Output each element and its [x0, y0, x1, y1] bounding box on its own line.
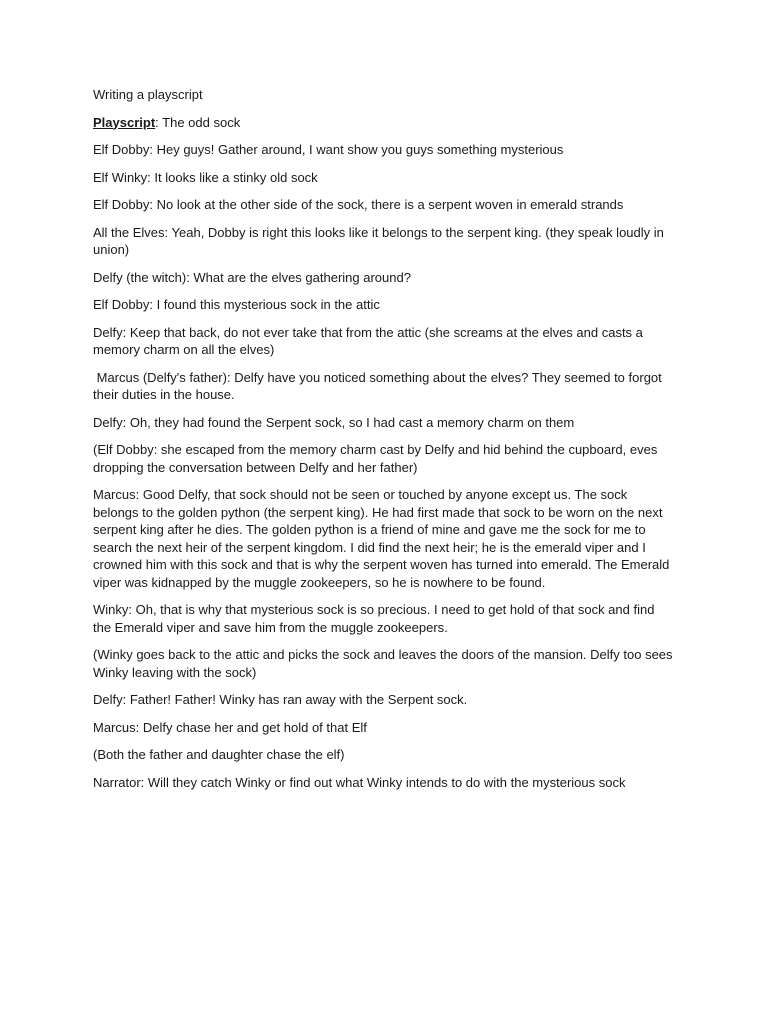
script-line: Delfy: Oh, they had found the Serpent sock, so I had cast a memory charm on them — [93, 414, 575, 430]
script-line: Elf Dobby: I found this mysterious sock in the attic — [93, 297, 380, 312]
script-line: (Elf Dobby: she escaped from the memory charm cast by Delfy and hid behind the cupboard, eves dropping the conversation between Delfy and her father) — [93, 442, 658, 475]
script-line: Marcus (Delfy's father): Delfy have you noticed something about the elves? They seemed to forgot their duties in the house. — [93, 369, 666, 402]
script-line: Delfy (the witch): What are the elves gathering around? — [93, 269, 411, 285]
document-title: Writing a playscript — [93, 87, 203, 102]
playscript-label: Playscript — [93, 114, 156, 130]
script-line: Narrator: Will they catch Winky or find out what Winky intends to do with the mysterious sock — [93, 774, 626, 790]
script-line: All the Elves: Yeah, Dobby is right this looks like it belongs to the serpent king. (they speak loudly in union) — [93, 224, 664, 257]
playscript-heading — [93, 114, 675, 132]
document-page — [93, 86, 675, 801]
script-line: (Both the father and daughter chase the elf) — [93, 747, 345, 762]
playscript-title: : The odd sock — [155, 114, 241, 130]
script-line: Delfy: Keep that back, do not ever take that from the attic (she screams at the elves and casts a memory charm on all the elves) — [93, 324, 643, 357]
script-line: Elf Dobby: No look at the other side of the sock, there is a serpent woven in emerald strands — [93, 197, 624, 212]
script-line: Marcus: Good Delfy, that sock should not be seen or touched by anyone except us. The sock belongs to the golden python (the serpent king). He had first made that sock to be worn on the next serpent king after he dies. The golden python is a friend of mine and gave me the sock for me to search the next heir of the serpent kingdom. I did find the next heir; he is the emerald viper and I crowned him with this sock and that is why the serpent woven has turned into emerald. The Emerald viper was kidnapped by the muggle zookeepers, so he is nowhere to be found. — [93, 487, 670, 590]
script-line: Elf Winky: It looks like a stinky old sock — [93, 169, 318, 185]
script-line: (Winky goes back to the attic and picks the sock and leaves the doors of the mansion. Delfy too sees Winky leaving with the sock) — [93, 647, 673, 680]
script-line: Winky: Oh, that is why that mysterious sock is so precious. I need to get hold of that sock and find the Emerald viper and save him from the muggle zookeepers. — [93, 602, 655, 635]
script-line: Elf Dobby: Hey guys! Gather around, I want show you guys something mysterious — [93, 142, 564, 157]
script-line: Marcus: Delfy chase her and get hold of that Elf — [93, 719, 367, 735]
script-line: Delfy: Father! Father! Winky has ran away with the Serpent sock. — [93, 692, 468, 707]
